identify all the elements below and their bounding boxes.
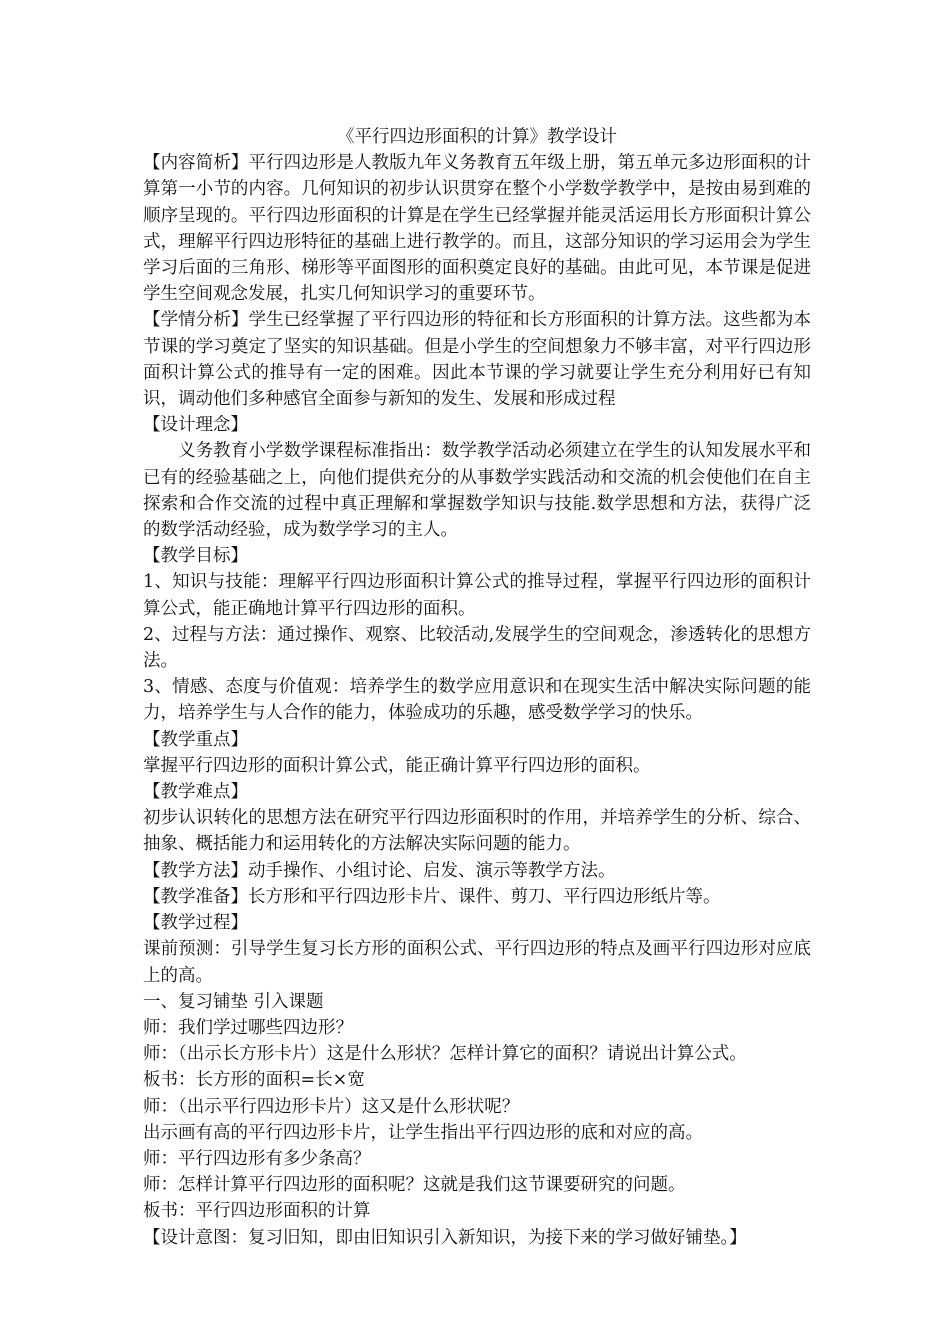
dialogue-line: 师：平行四边形有多少条高？ — [143, 1148, 371, 1169]
section-heading-review: 一、复习铺垫 引入课题 — [143, 991, 324, 1012]
dialogue-line: 师：（出示长方形卡片）这是什么形状？怎样计算它的面积？请说出计算公式。 — [143, 1044, 747, 1065]
goal-process-methods: 2、过程与方法：通过操作、观察、比较活动,发展学生的空间观念，渗透转化的思想方法。 — [143, 624, 811, 672]
difficulty-paragraph: 初步认识转化的思想方法在研究平行四边形面积时的作用，并培养学生的分析、综合、抽象、概括能力和运用转化的方法解决实际问题的能力。 — [143, 808, 811, 855]
dialogue-line: 师：（出示平行四边形卡片）这又是什么形状呢？ — [143, 1096, 520, 1117]
key-point-heading: 【教学重点】 — [143, 729, 248, 750]
pre-class-paragraph: 课前预测：引导学生复习长方形的面积公式、平行四边形的特点及画平行四边形对应底上的高。 — [143, 939, 811, 986]
document-body — [143, 124, 811, 1251]
goal-knowledge-skills: 1、知识与技能：理解平行四边形面积计算公式的推导过程，掌握平行四边形的面积计算公式，能正确地计算平行四边形的面积。 — [143, 572, 811, 619]
teaching-goals-heading: 【教学目标】 — [143, 546, 248, 567]
teaching-process-heading: 【教学过程】 — [143, 913, 248, 934]
dialogue-line: 师：我们学过哪些四边形？ — [143, 1017, 353, 1038]
content-brief-paragraph: 【内容简析】平行四边形是人教版九年义务教育五年级上册，第五单元多边形面积的计算第一小节的内容。几何知识的初步认识贯穿在整个小学数学教学中，是按由易到难的顺序呈现的。平行四边形面积的计算是在学生已经掌握并能灵活运用长方形面积计算公式，理解平行四边形特征的基础上进行教学的。而且，这部分知识的学习运用会为学生学习后面的三角形、梯形等平面图形的面积奠定良好的基础。由此可见，本节课是促进学生空间观念发展，扎实几何知识学习的重要环节。 — [143, 153, 811, 305]
difficulty-heading: 【教学难点】 — [143, 782, 248, 803]
teaching-preparation-paragraph: 【教学准备】长方形和平行四边形卡片、课件、剪刀、平行四边形纸片等。 — [143, 886, 721, 907]
instruction-line: 出示画有高的平行四边形卡片，让学生指出平行四边形的底和对应的高。 — [143, 1122, 703, 1143]
board-note-line: 板书：长方形的面积=长×宽 — [143, 1070, 365, 1091]
board-note-line: 板书：平行四边形面积的计算 — [143, 1201, 371, 1222]
student-analysis-paragraph: 【学情分析】学生已经掌握了平行四边形的特征和长方形面积的计算方法。这些都为本节课的学习奠定了坚实的知识基础。但是小学生的空间想象力不够丰富，对平行四边形面积计算公式的推导有一定的困难。因此本节课的学习就要让学生充分利用好已有知识，调动他们多种感官全面参与新知的发生、发展和形成过程 — [143, 310, 811, 410]
dialogue-line: 师：怎样计算平行四边形的面积呢？这就是我们这节课要研究的问题。 — [143, 1175, 686, 1196]
key-point-paragraph: 掌握平行四边形的面积计算公式，能正确计算平行四边形的面积。 — [143, 755, 651, 776]
goal-emotion-values: 3、情感、态度与价值观：培养学生的数学应用意识和在现实生活中解决实际问题的能力，培养学生与人合作的能力，体验成功的乐趣，感受数学学习的快乐。 — [143, 677, 811, 724]
teaching-methods-paragraph: 【教学方法】动手操作、小组讨论、启发、演示等教学方法。 — [143, 860, 616, 881]
design-intent-line: 【设计意图：复习旧知，即由旧知识引入新知识，为接下来的学习做好铺垫。】 — [143, 1227, 747, 1248]
design-concept-heading: 【设计理念】 — [143, 415, 248, 436]
document-title: 《平行四边形面积的计算》教学设计 — [337, 127, 617, 147]
design-concept-paragraph: 义务教育小学数学课程标准指出：数学教学活动必须建立在学生的认知发展水平和已有的经验基础之上，向他们提供充分的从事数学实践活动和交流的机会使他们在自主探索和合作交流的过程中真正理解和掌握数学知识与技能.数学思想和方法，获得广泛的数学活动经验，成为数学学习的主人。 — [143, 441, 811, 541]
